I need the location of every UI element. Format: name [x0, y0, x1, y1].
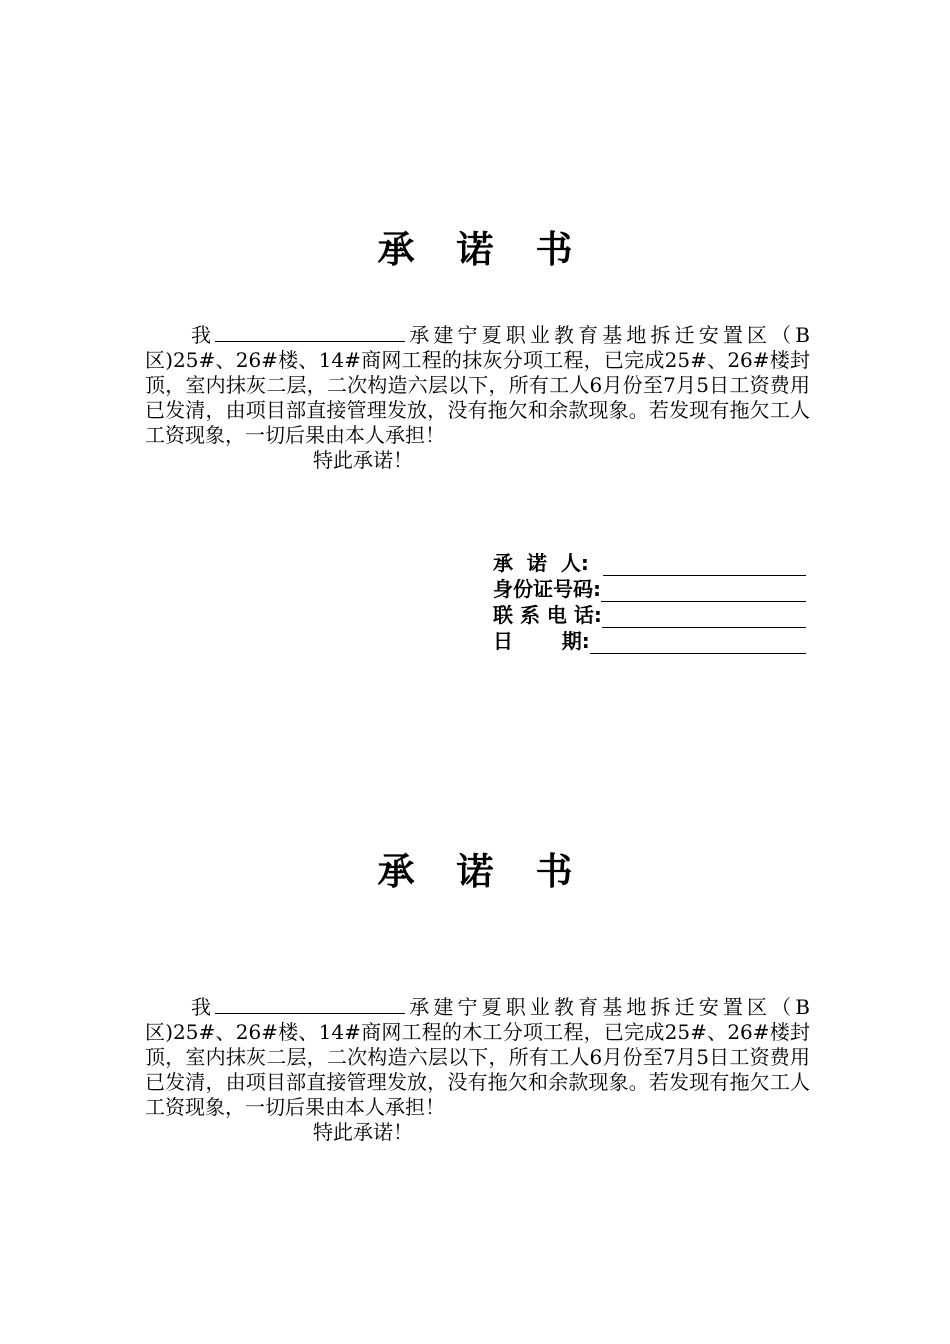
prefix-text: 我 — [191, 995, 216, 1019]
document-title-1: 承诺书 — [377, 228, 615, 271]
id-number-label: 身份证号码: — [493, 577, 601, 601]
commitment-text: 承建宁夏职业教育基地拆迁安置区（B区)25#、26#楼、14#商网工程的抹灰分项工程，已完成25#、26#楼封顶，室内抹灰二层，二次构造六层以下，所有工人6月份至7月5日工资费用已发清，由项目部直接管理发放，没有拖欠和余款现象。若发现有拖欠工人工资现象，一切后果由本人承担！ — [145, 323, 811, 447]
promisor-row — [493, 550, 813, 576]
commitment-paragraph-1 — [145, 323, 810, 448]
promisor-signature-line[interactable] — [603, 555, 806, 576]
date-row — [493, 628, 813, 654]
contractor-name-blank[interactable] — [215, 323, 405, 342]
commitment-body-2 — [145, 995, 810, 1145]
id-number-line[interactable] — [601, 581, 806, 602]
closing-text-2: 特此承诺！ — [313, 1120, 413, 1144]
document-title-2: 承诺书 — [377, 850, 615, 893]
closing-text-1: 特此承诺！ — [313, 448, 413, 472]
commitment-paragraph-2 — [145, 995, 810, 1120]
date-line[interactable] — [590, 633, 806, 654]
id-number-row — [493, 576, 813, 602]
commitment-body-1 — [145, 323, 810, 473]
promisor-label: 承 诺 人: — [493, 551, 589, 575]
contractor-name-blank[interactable] — [215, 995, 405, 1014]
phone-line[interactable] — [602, 607, 806, 628]
phone-row — [493, 602, 813, 628]
date-label: 日 期: — [493, 629, 590, 653]
commitment-text: 承建宁夏职业教育基地拆迁安置区（B区)25#、26#楼、14#商网工程的木工分项工程，已完成25#、26#楼封顶，室内抹灰二层，二次构造六层以下，所有工人6月份至7月5日工资费用已发清，由项目部直接管理发放，没有拖欠和余款现象。若发现有拖欠工人工资现象，一切后果由本人承担！ — [145, 995, 811, 1119]
prefix-text: 我 — [191, 323, 216, 347]
phone-label: 联 系 电 话: — [493, 603, 602, 627]
signature-block — [493, 550, 813, 654]
